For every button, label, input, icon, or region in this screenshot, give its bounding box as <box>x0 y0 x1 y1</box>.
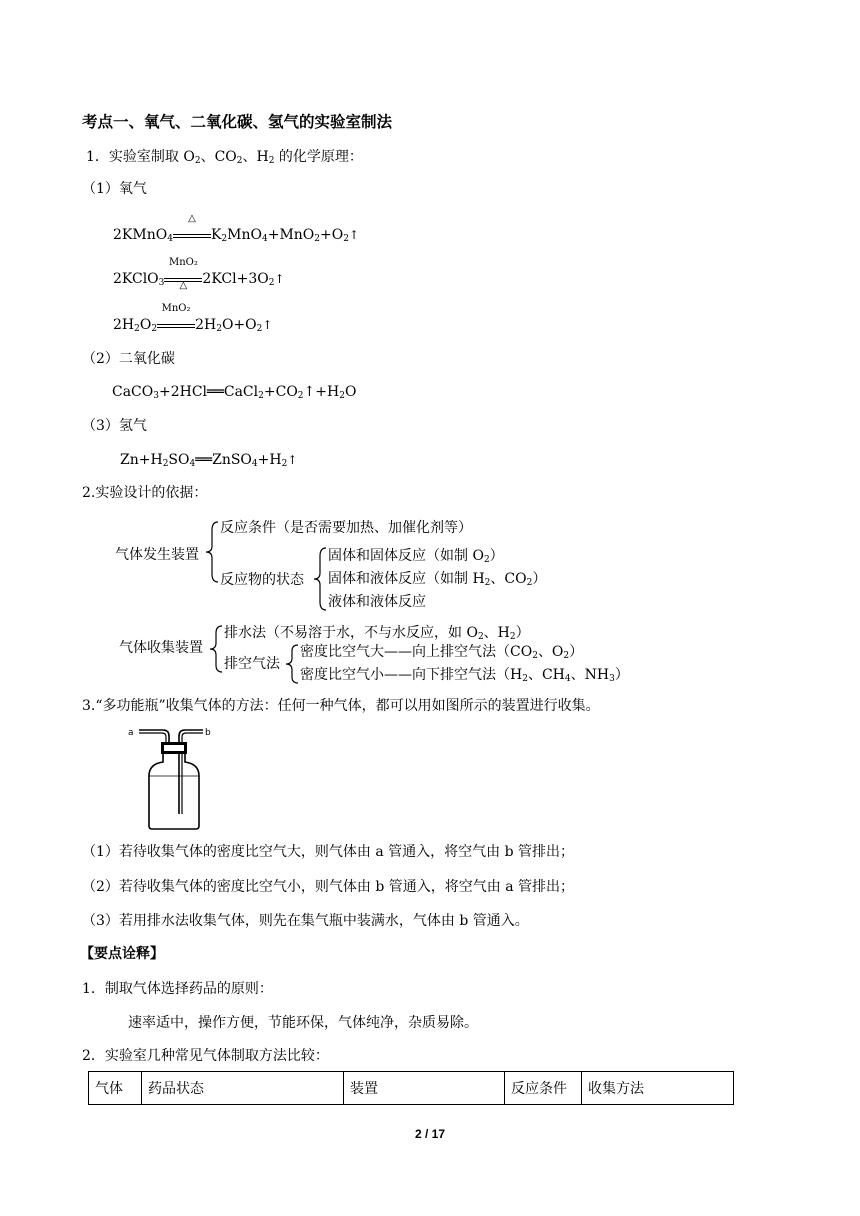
col-reagent-state: 药品状态 <box>142 1072 344 1105</box>
state-liquid-liquid: 液体和液体反应 <box>328 594 426 610</box>
s3-p2: （2）若待收集气体的密度比空气小，则气体由 b 管通入，将空气由 a 管排出； <box>82 879 575 895</box>
page-number: 2 / 17 <box>414 1127 446 1141</box>
gas-bottle-figure <box>125 722 220 832</box>
h2-label: （3）氢气 <box>82 418 147 434</box>
tube-b-label: b <box>205 728 211 738</box>
brace-air <box>283 643 301 685</box>
key-points-title: 【要点诠释】 <box>80 946 164 962</box>
col-gas: 气体 <box>89 1072 142 1105</box>
equation-h2o2: $2H_2O_2$ MnO₂ $2H_2O+O_2↑$ <box>113 303 273 334</box>
gen-state-label: 反应物的状态 <box>220 572 304 588</box>
brace-state <box>311 546 329 612</box>
catalyst-label: MnO₂ <box>168 257 198 268</box>
brace-generator <box>203 520 221 584</box>
col-apparatus: 装置 <box>344 1072 505 1105</box>
air-upward: 密度比空气大——向上排空气法（$CO_2$、$O_2$） <box>300 644 584 661</box>
catalyst-label: MnO₂ <box>161 303 191 314</box>
col-device-label: 气体收集装置 <box>119 640 203 656</box>
col-collection: 收集方法 <box>582 1072 734 1105</box>
gen-device-label: 气体发生装置 <box>115 547 199 563</box>
col-water: 排水法（不易溶于水，不与水反应，如 $O_2$、$H_2$） <box>224 625 530 642</box>
gen-condition: 反应条件（是否需要加热、加催化剂等） <box>220 520 472 536</box>
oxygen-label: （1）氧气 <box>82 181 147 197</box>
key-p2: 2．实验室几种常见气体制取方法比较： <box>82 1048 329 1064</box>
s3-p3: （3）若用排水法收集气体，则先在集气瓶中装满水，气体由 b 管通入。 <box>82 913 529 929</box>
equation-caco3: $CaCO_3+2HCl══CaCl_2+CO_2↑+H_2O$ <box>112 384 357 401</box>
col-condition: 反应条件 <box>505 1072 582 1105</box>
tube-a-label: a <box>128 728 134 738</box>
brace-collection <box>207 624 225 674</box>
heat-symbol: △ <box>179 280 188 291</box>
state-solid-solid: 固体和固体反应（如制 $O_2$） <box>328 548 504 565</box>
heat-symbol: △ <box>188 213 196 224</box>
section-heading: 考点一、氧气、二氧化碳、氢气的实验室制法 <box>82 113 393 131</box>
table-header-row <box>89 1072 734 1105</box>
s2-title: 2.实验设计的依据： <box>82 485 208 501</box>
key-p1: 1．制取气体选择药品的原则： <box>82 981 273 997</box>
equation-kmno4: 2KMnO$_4$ △ $K_2MnO_4+MnO_2+O_2↑$ <box>113 213 360 244</box>
equation-zn: $Zn+H_2SO_4══ZnSO_4+H_2↑$ <box>120 452 298 469</box>
equation-kclo3: 2KClO$_3$ MnO₂ △ $2KCl+3O_2↑$ <box>113 257 285 291</box>
s3-title: 3.“多功能瓶”收集气体的方法：任何一种气体，都可以用如图所示的装置进行收集。 <box>82 698 600 714</box>
key-p1-body: 速率适中，操作方便，节能环保，气体纯净，杂质易除。 <box>128 1015 478 1031</box>
col-air-label: 排空气法 <box>224 656 280 672</box>
air-downward: 密度比空气小——向下排空气法（$H_2$、$CH_4$、$NH_3$） <box>300 667 629 684</box>
gas-comparison-table <box>88 1071 734 1105</box>
s1-title: 1．实验室制取 $O_2$、$CO_2$、$H_2$ 的化学原理： <box>86 149 363 166</box>
co2-label: （2）二氧化碳 <box>82 351 175 367</box>
s3-p1: （1）若待收集气体的密度比空气大，则气体由 a 管通入，将空气由 b 管排出； <box>82 844 575 860</box>
state-solid-liquid: 固体和液体反应（如制 $H_2$、$CO_2$） <box>328 571 547 588</box>
